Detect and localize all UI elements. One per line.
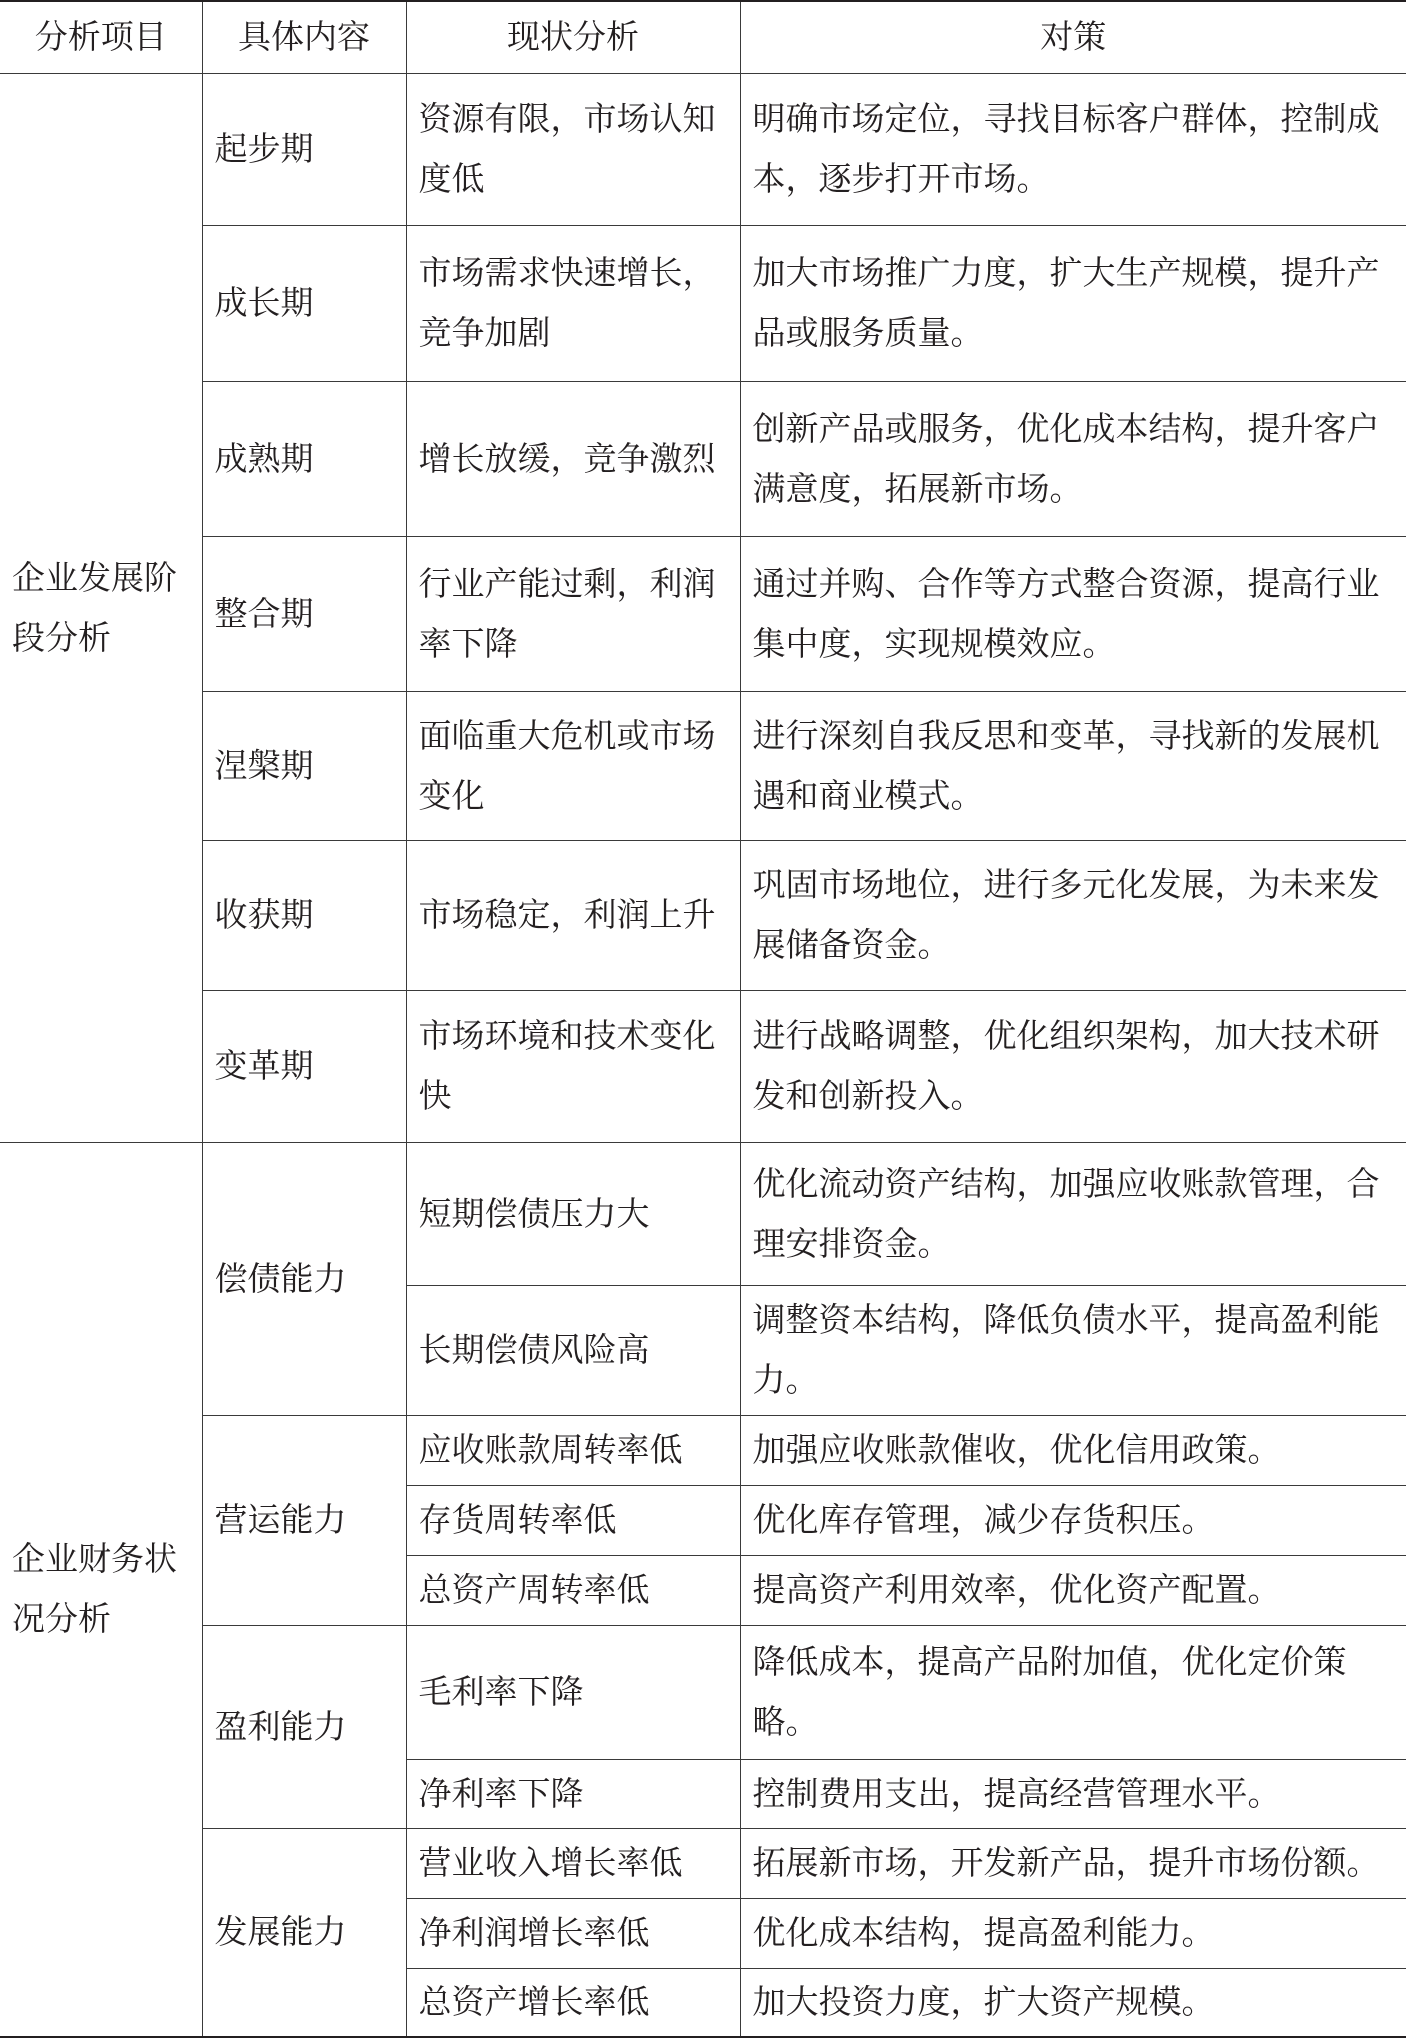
status-cell: 营业收入增长率低 xyxy=(406,1828,740,1898)
table-row xyxy=(0,1828,1406,1898)
status-cell: 短期偿债压力大 xyxy=(406,1142,740,1285)
measure-cell: 降低成本，提高产品附加值，优化定价策略。 xyxy=(740,1625,1406,1759)
content-cell: 起步期 xyxy=(202,73,406,225)
measure-cell: 优化流动资产结构，加强应收账款管理，合理安排资金。 xyxy=(740,1142,1406,1285)
header-status: 现状分析 xyxy=(406,1,740,73)
status-cell: 应收账款周转率低 xyxy=(406,1415,740,1485)
status-cell: 增长放缓，竞争激烈 xyxy=(406,381,740,536)
status-cell: 总资产增长率低 xyxy=(406,1968,740,2037)
measure-cell: 加强应收账款催收，优化信用政策。 xyxy=(740,1415,1406,1485)
content-cell: 变革期 xyxy=(202,990,406,1142)
table-row xyxy=(0,691,1406,840)
measure-cell: 优化成本结构，提高盈利能力。 xyxy=(740,1898,1406,1968)
content-cell: 偿债能力 xyxy=(202,1142,406,1415)
status-cell: 净利润增长率低 xyxy=(406,1898,740,1968)
measure-cell: 加大投资力度，扩大资产规模。 xyxy=(740,1968,1406,2037)
measure-cell: 通过并购、合作等方式整合资源，提高行业集中度，实现规模效应。 xyxy=(740,536,1406,691)
content-cell: 发展能力 xyxy=(202,1828,406,2037)
content-cell: 营运能力 xyxy=(202,1415,406,1625)
measure-cell: 提高资产利用效率，优化资产配置。 xyxy=(740,1555,1406,1625)
status-cell: 市场环境和技术变化快 xyxy=(406,990,740,1142)
status-cell: 市场稳定，利润上升 xyxy=(406,840,740,990)
header-analysis-item: 分析项目 xyxy=(0,1,202,73)
group-stage-analysis: 企业发展阶段分析 xyxy=(0,73,202,1142)
measure-cell: 进行战略调整，优化组织架构，加大技术研发和创新投入。 xyxy=(740,990,1406,1142)
content-cell: 涅槃期 xyxy=(202,691,406,840)
header-row xyxy=(0,1,1406,73)
header-content: 具体内容 xyxy=(202,1,406,73)
table-row xyxy=(0,1415,1406,1485)
table-row xyxy=(0,1142,1406,1285)
status-cell: 存货周转率低 xyxy=(406,1485,740,1555)
header-measure: 对策 xyxy=(740,1,1406,73)
status-cell: 行业产能过剩，利润率下降 xyxy=(406,536,740,691)
status-cell: 总资产周转率低 xyxy=(406,1555,740,1625)
measure-cell: 明确市场定位，寻找目标客户群体，控制成本，逐步打开市场。 xyxy=(740,73,1406,225)
table-row xyxy=(0,990,1406,1142)
table-row xyxy=(0,381,1406,536)
status-cell: 面临重大危机或市场变化 xyxy=(406,691,740,840)
content-cell: 成熟期 xyxy=(202,381,406,536)
measure-cell: 巩固市场地位，进行多元化发展，为未来发展储备资金。 xyxy=(740,840,1406,990)
status-cell: 毛利率下降 xyxy=(406,1625,740,1759)
measure-cell: 拓展新市场，开发新产品，提升市场份额。 xyxy=(740,1828,1406,1898)
table-row xyxy=(0,1625,1406,1759)
table-row xyxy=(0,840,1406,990)
measure-cell: 调整资本结构，降低负债水平，提高盈利能力。 xyxy=(740,1285,1406,1415)
status-cell: 市场需求快速增长，竞争加剧 xyxy=(406,225,740,381)
group-finance-analysis: 企业财务状况分析 xyxy=(0,1142,202,2037)
table-row xyxy=(0,536,1406,691)
status-cell: 长期偿债风险高 xyxy=(406,1285,740,1415)
measure-cell: 控制费用支出，提高经营管理水平。 xyxy=(740,1759,1406,1828)
status-cell: 净利率下降 xyxy=(406,1759,740,1828)
content-cell: 整合期 xyxy=(202,536,406,691)
measure-cell: 优化库存管理，减少存货积压。 xyxy=(740,1485,1406,1555)
content-cell: 成长期 xyxy=(202,225,406,381)
table-row xyxy=(0,225,1406,381)
measure-cell: 创新产品或服务，优化成本结构，提升客户满意度，拓展新市场。 xyxy=(740,381,1406,536)
measure-cell: 进行深刻自我反思和变革，寻找新的发展机遇和商业模式。 xyxy=(740,691,1406,840)
measure-cell: 加大市场推广力度，扩大生产规模，提升产品或服务质量。 xyxy=(740,225,1406,381)
table-row xyxy=(0,73,1406,225)
status-cell: 资源有限，市场认知度低 xyxy=(406,73,740,225)
content-cell: 收获期 xyxy=(202,840,406,990)
content-cell: 盈利能力 xyxy=(202,1625,406,1828)
